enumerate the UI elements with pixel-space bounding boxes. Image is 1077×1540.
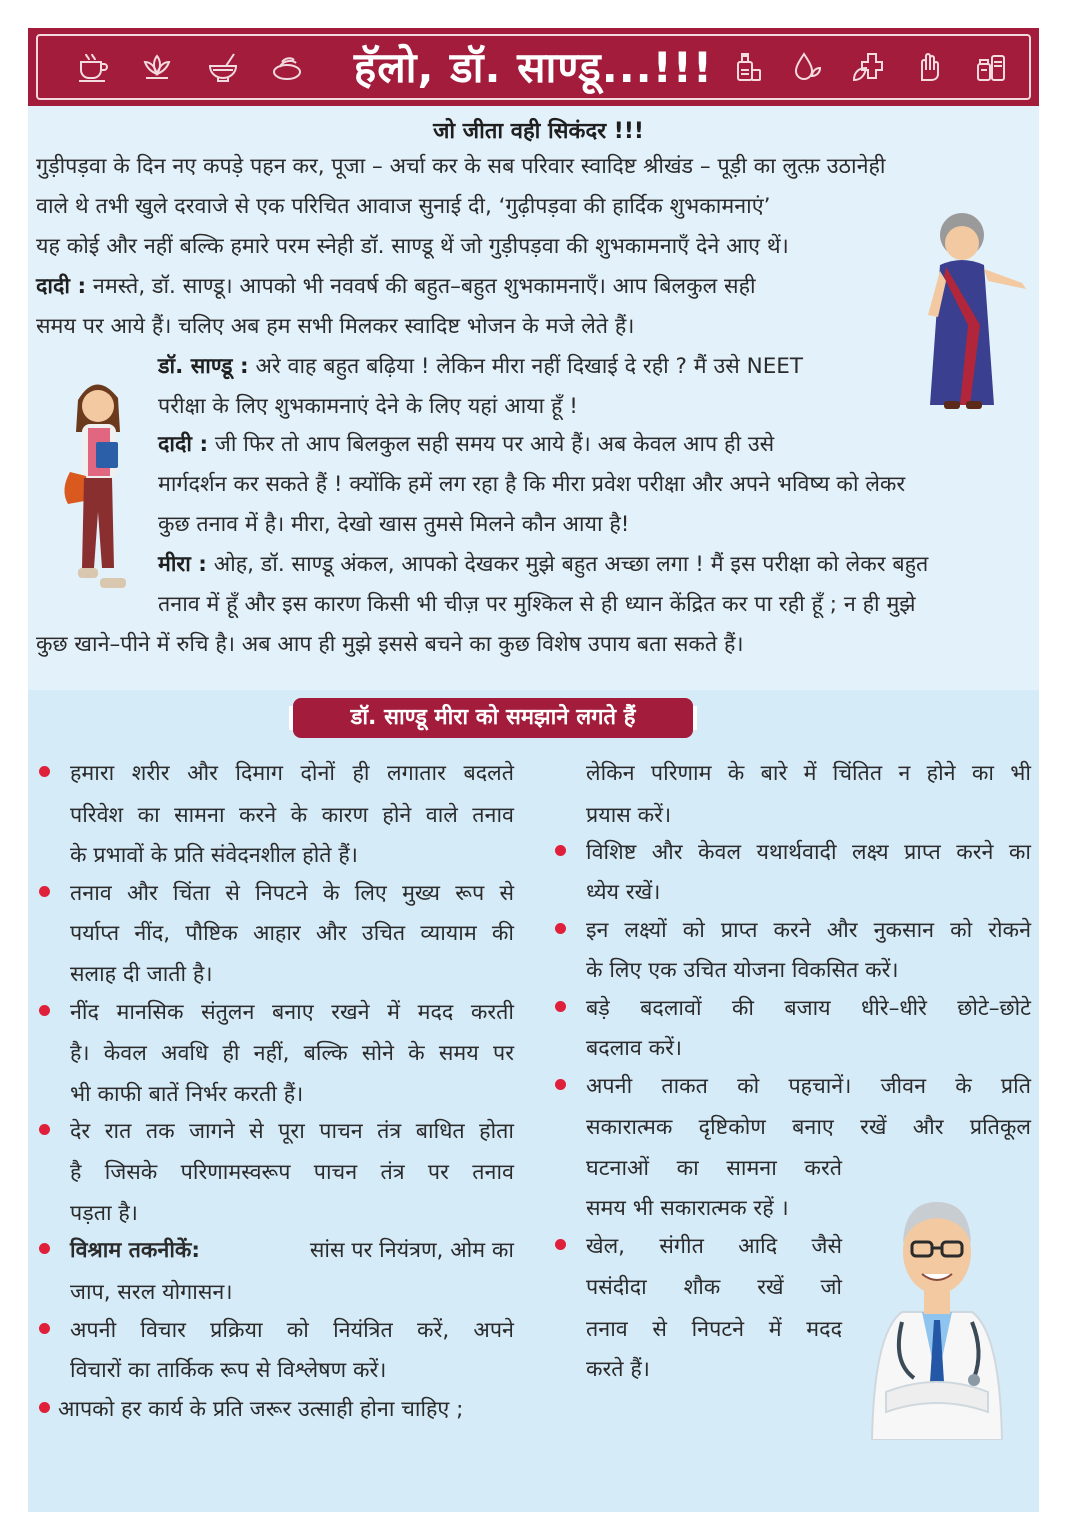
dialogue-text: ओह, डॉ. साण्डू अंकल, आपको देखकर मुझे बहुत अच्छा लगा ! मैं इस परीक्षा को लेकर बहुत	[213, 552, 929, 577]
advice-item-line: के प्रभावों के प्रति संवेदनशील होते हैं।	[70, 843, 358, 868]
advice-item-line: देर रात तक जागने से पूरा पाचन तंत्र बाधित होता	[70, 1119, 514, 1144]
bullet-dot	[39, 1323, 50, 1334]
advice-text: सांस पर नियंत्रण, ओम का	[309, 1238, 514, 1263]
advice-item-line: सलाह दी जाती है।	[70, 962, 213, 987]
story-line: यह कोई और नहीं बल्कि हमारे परम स्नेही डॉ. साण्डू थें जो गुड़ीपड़वा की शुभकामनाएँ देने आए थें।	[36, 234, 789, 259]
advice-item-line: पसंदीदा शौक रखें जो	[586, 1275, 842, 1300]
header-banner	[28, 28, 1039, 106]
dialogue-line: परीक्षा के लिए शुभकामनाएं देने के लिए यहां आया हूँ !	[158, 394, 578, 419]
hand-leaf-icon	[912, 50, 946, 84]
dialogue-line: तनाव में हूँ और इस कारण किसी भी चीज़ पर मुश्किल से ही ध्यान केंद्रित कर पा रही हूँ ; न ही मुझे	[158, 592, 916, 617]
advice-item-line: इन लक्ष्यों को प्राप्त करने और नुकसान को रोकने	[586, 918, 1031, 943]
advice-item-line: विशिष्ट और केवल यथार्थवादी लक्ष्य प्राप्त करने का	[586, 840, 1031, 865]
oil-bottle-icon	[730, 50, 764, 84]
bullet-dot	[39, 1402, 50, 1413]
dialogue-text: जी फिर तो आप बिलकुल सही समय पर आये हैं। अब केवल आप ही उसे	[214, 432, 775, 457]
herb-bowl-icon	[270, 50, 304, 84]
speaker-doctor: डॉ. साण्डू :	[158, 354, 249, 379]
page-title: हॅलो, डॉ. साण्डू...!!!	[353, 43, 714, 92]
bullet-dot	[39, 1005, 50, 1016]
advice-item-line: पर्याप्त नींद, पौष्टिक आहार और उचित व्यायाम की	[70, 921, 514, 946]
advice-item-line: पड़ता है।	[70, 1201, 138, 1226]
bullet-dot	[39, 1124, 50, 1135]
advice-item-line: ध्येय रखें।	[586, 880, 661, 905]
speaker-meera: मीरा :	[158, 552, 207, 577]
bullet-dot	[39, 886, 50, 897]
medical-cross-leaf-icon	[850, 50, 884, 84]
advice-section-title: डॉ. साण्डू मीरा को समझाने लगते हैं	[293, 698, 693, 738]
bullet-dot	[555, 923, 566, 934]
dialogue-line	[158, 431, 774, 459]
bullet-dot	[555, 845, 566, 856]
relaxation-label: विश्राम तकनीकें:	[70, 1238, 201, 1263]
dialogue-line	[158, 353, 803, 381]
bullet-dot	[39, 1243, 50, 1254]
bullet-dot	[39, 766, 50, 777]
advice-item-line: है जिसके परिणामस्वरूप पाचन तंत्र पर तनाव	[70, 1160, 514, 1185]
speaker-dadi: दादी :	[158, 432, 209, 457]
student-girl-illustration	[56, 372, 156, 604]
advice-item-line: नींद मानसिक संतुलन बनाए रखने में मदद करती	[70, 1000, 514, 1025]
advice-item-line: तनाव से निपटने में मदद	[586, 1317, 842, 1342]
advice-item-line: लेकिन परिणाम के बारे में चिंतित न होने का भी	[586, 761, 1031, 786]
advice-item-line: के लिए एक उचित योजना विकसित करें।	[586, 958, 899, 983]
dialogue-line: मार्गदर्शन कर सकते हैं ! क्योंकि हमें लग रहा है कि मीरा प्रवेश परीक्षा और अपने भविष्य को लेकर	[158, 472, 906, 497]
advice-item-line: अपनी विचार प्रक्रिया को नियंत्रित करें, अपने	[70, 1318, 514, 1343]
bullet-dot	[555, 1079, 566, 1090]
medicine-bottles-icon	[974, 50, 1008, 84]
doctor-illustration	[862, 1182, 1012, 1440]
dialogue-text: अरे वाह बहुत बढ़िया ! लेकिन मीरा नहीं दिखाई दे रही ? मैं उसे NEET	[255, 354, 804, 379]
bullet-dot	[555, 1239, 566, 1250]
advice-item-line: बदलाव करें।	[586, 1036, 683, 1061]
bullet-dot	[555, 1001, 566, 1012]
dialogue-line	[158, 551, 928, 579]
advice-item-line: सकारात्मक दृष्टिकोण बनाए रखें और प्रतिकूल	[586, 1115, 1031, 1140]
dialogue-text: नमस्ते, डॉ. साण्डू। आपको भी नववर्ष की बहुत–बहुत शुभकामनाएँ। आप बिलकुल सही	[92, 274, 756, 299]
advice-item-line: समय भी सकारात्मक रहें ।	[586, 1196, 789, 1221]
advice-item-line: जाप, सरल योगासन।	[70, 1280, 233, 1305]
story-line: गुड़ीपड़वा के दिन नए कपड़े पहन कर, पूजा – अर्चा कर के सब परिवार स्वादिष्ट श्रीखंड – पूड़ी का लुत्फ़ उठानेही	[36, 154, 886, 179]
mortar-pestle-icon	[206, 50, 240, 84]
tea-cup-icon	[76, 50, 110, 84]
drop-leaf-icon	[790, 50, 824, 84]
advice-item-line: अपनी ताकत को पहचानें। जीवन के प्रति	[586, 1074, 1031, 1099]
advice-item-line: बड़े बदलावों की बजाय धीरे–धीरे छोटे–छोटे	[586, 996, 1031, 1021]
story-subtitle: जो जीता वही सिकंदर !!!	[433, 119, 644, 144]
advice-item-line: है। केवल अवधि ही नहीं, बल्कि सोने के समय पर	[70, 1041, 514, 1066]
advice-item-line: आपको हर कार्य के प्रति जरूर उत्साही होना चाहिए ;	[58, 1397, 464, 1422]
dialogue-line: कुछ खाने–पीने में रुचि है। अब आप ही मुझे इससे बचने का कुछ विशेष उपाय बता सकते हैं।	[36, 632, 744, 657]
lotus-icon	[140, 50, 174, 84]
advice-item-line: परिवेश का सामना करने के कारण होने वाले तनाव	[70, 803, 514, 828]
story-line: वाले थे तभी खुले दरवाजे से एक परिचित आवाज सुनाई दी, ‘गुढ़ीपड़वा की हार्दिक शुभकामनाएं’	[36, 194, 771, 219]
advice-item-line	[70, 1231, 514, 1271]
advice-item-line: करते हैं।	[586, 1357, 650, 1382]
advice-item-line: प्रयास करें।	[586, 803, 672, 828]
advice-item-line: खेल, संगीत आदि जैसे	[586, 1234, 842, 1259]
dialogue-line: समय पर आये हैं। चलिए अब हम सभी मिलकर स्वादिष्ट भोजन के मजे लेते हैं।	[36, 314, 635, 339]
advice-item-line: हमारा शरीर और दिमाग दोनों ही लगातार बदलते	[70, 761, 514, 786]
grandmother-illustration	[910, 205, 1035, 415]
advice-item-line: घटनाओं का सामना करते	[586, 1156, 842, 1181]
advice-item-line: भी काफी बातें निर्भर करती हैं।	[70, 1082, 304, 1107]
advice-item-line: तनाव और चिंता से निपटने के लिए मुख्य रूप से	[70, 881, 514, 906]
advice-item-line: विचारों का तार्किक रूप से विश्लेषण करें।	[70, 1358, 387, 1383]
speaker-dadi: दादी :	[36, 274, 87, 299]
dialogue-line: कुछ तनाव में है। मीरा, देखो खास तुमसे मिलने कौन आया है!	[158, 512, 630, 537]
dialogue-line	[36, 273, 756, 301]
